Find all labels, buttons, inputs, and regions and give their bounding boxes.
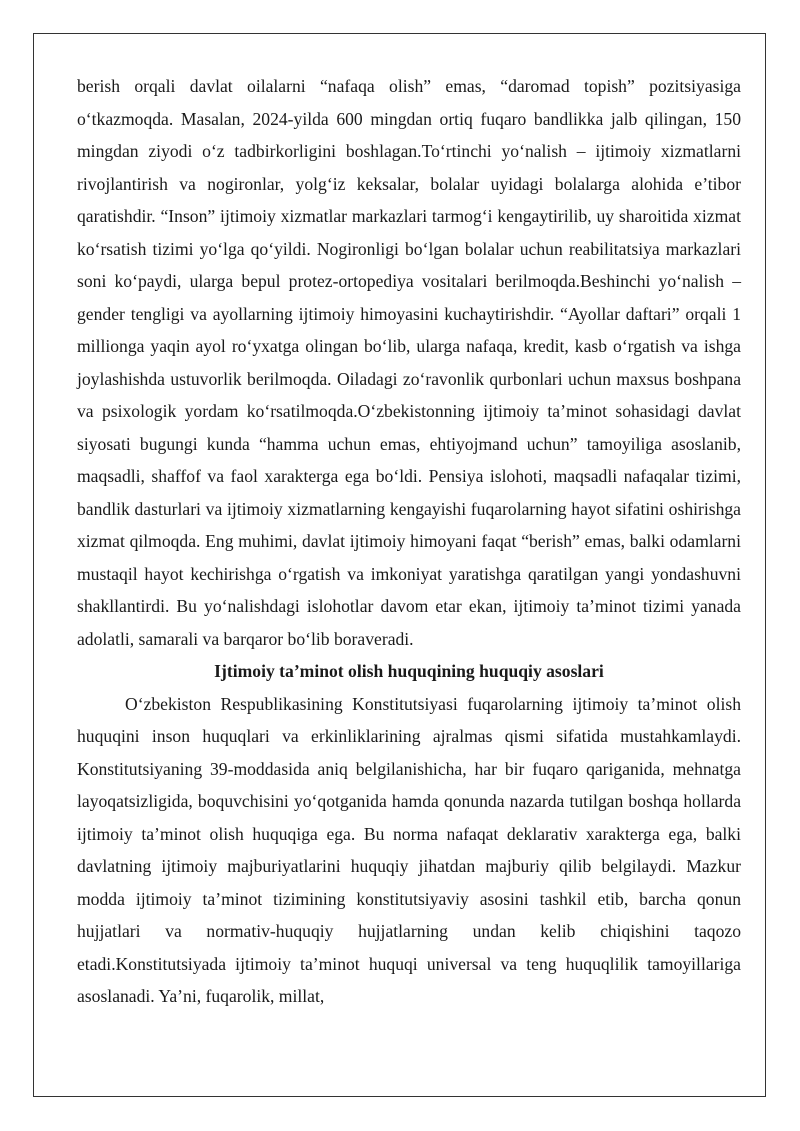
body-paragraph: O‘zbekiston Respublikasining Konstitutsiyasi fuqarolarning ijtimoiy ta’minot olish huquqini inson huquqlari va erkinliklarining ajralmas qismi sifatida mustahkamlaydi. Konstitutsiyaning 39-moddasida aniq belgilanishicha, har bir fuqaro qariganida, mehnatga layoqatsizligida, boquvchisini yo‘qotganida hamda qonunda nazarda tutilgan boshqa hollarda ijtimoiy ta’minot olish huquqiga ega. Bu norma nafaqat deklarativ xarakterga ega, balki davlatning ijtimoiy majburiyatlarini huquqiy jihatdan majburiy qilib belgilaydi. Mazkur modda ijtimoiy ta’minot tizimining konstitutsiyaviy asosini tashkil etib, barcha qonun hujjatlari va normativ-huquqiy hujjatlarning undan kelib chiqishini taqozo etadi.Konstitutsiyada ijtimoiy ta’minot huquqi universal va teng huquqlilik tamoyillariga asoslanadi. Ya’ni, fuqarolik, millat, (77, 693, 741, 1006)
document-body (77, 70, 741, 1013)
body-paragraph: berish orqali davlat oilalarni “nafaqa olish” emas, “daromad topish” pozitsiyasiga o‘tkazmoqda. Masalan, 2024-yilda 600 mingdan ortiq fuqaro bandlikka jalb qilingan, 150 mingdan ziyodi o‘z tadbirkorligini boshlagan.To‘rtinchi yo‘nalish – ijtimoiy xizmatlarni rivojlantirish va nogironlar, yolg‘iz keksalar, bolalar uyidagi bolalarga alohida e’tibor qaratishdir. “Inson” ijtimoiy xizmatlar markazlari tarmog‘i kengaytirilib, uy sharoitida xizmat ko‘rsatish tizimi yo‘lga qo‘yildi. Nogironligi bo‘lgan bolalar uchun reabilitatsiya markazlari soni ko‘paydi, ularga bepul protez-ortopediya vositalari berilmoqda.Beshinchi yo‘nalish – gender tengligi va ayollarning ijtimoiy himoyasini kuchaytirishdir. “Ayollar daftari” orqali 1 millionga yaqin ayol ro‘yxatga olingan bo‘lib, ularga nafaqa, kredit, kasb o‘rgatish va ishga joylashishda ustuvorlik berilmoqda. Oiladagi zo‘ravonlik qurbonlari uchun maxsus boshpana va psixologik yordam ko‘rsatilmoqda.O‘zbekistonning ijtimoiy ta’minot sohasidagi davlat siyosati bugungi kunda “hamma uchun emas, ehtiyojmand uchun” tamoyiliga asoslanib, maqsadli, shaffof va faol xarakterga ega bo‘ldi. Pensiya islohoti, maqsadli nafaqalar tizimi, bandlik dasturlari va ijtimoiy xizmatlarning kengayishi fuqarolarning hayot sifatini oshirishga xizmat qilmoqda. Eng muhimi, davlat ijtimoiy himoyani faqat “berish” emas, balki odamlarni mustaqil hayot kechirishga o‘rgatish va imkoniyat yaratishga qaratilgan yangi yondashuvni shakllantirdi. Bu yo‘nalishdagi islohotlar davom etar ekan, ijtimoiy ta’minot tizimi yanada adolatli, samarali va barqaror bo‘lib boraveradi. (77, 76, 741, 649)
section-heading: Ijtimoiy ta’minot olish huquqining huquqiy asoslari (214, 661, 604, 681)
